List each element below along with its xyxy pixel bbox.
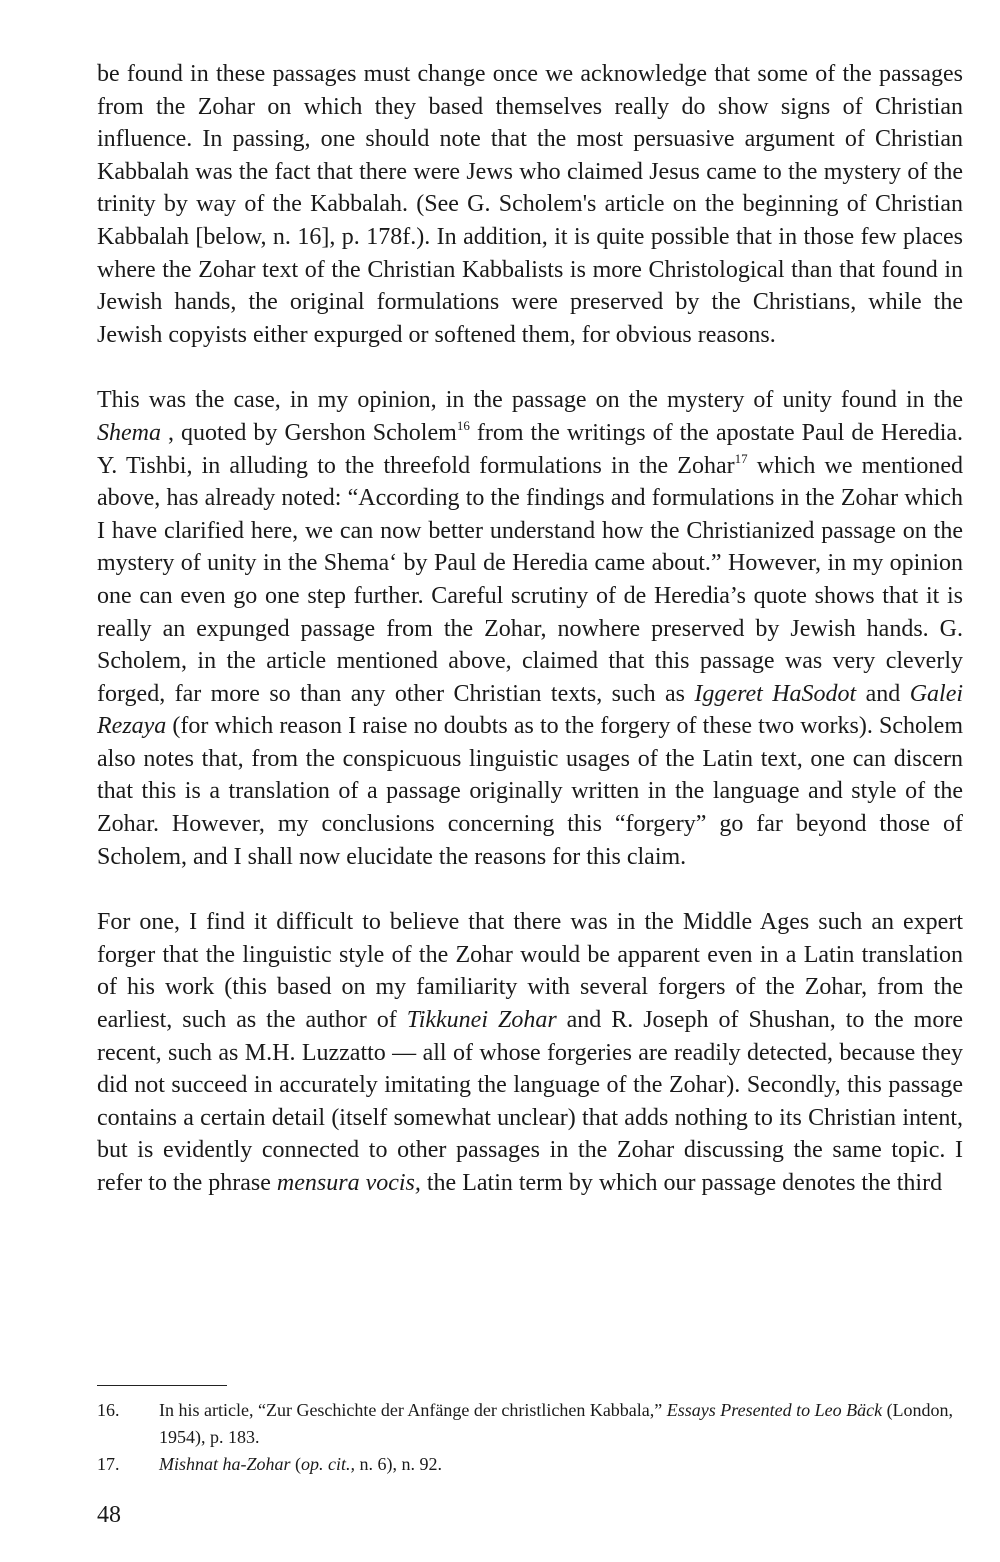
- italic-text: op. cit.,: [301, 1454, 356, 1474]
- paragraph: [97, 384, 963, 873]
- italic-text: Tikkunei Zohar: [406, 1007, 557, 1034]
- footnote-number: 16.: [97, 1400, 120, 1420]
- paragraph: [97, 906, 963, 1199]
- text-run: and: [856, 680, 910, 707]
- italic-text: Galei Rezaya: [97, 680, 964, 740]
- footnote-text: [159, 1451, 963, 1478]
- text-run: For one, I find it difficult to believe that there was in the Middle Ages such an expert forger that the linguistic style of the Zohar would be apparent even in a Latin translation of his work (this based on my familiarity with several forgers of the Zohar, from the earliest, such as the author of: [97, 909, 963, 1034]
- italic-text: Iggeret HaSodot: [694, 680, 857, 707]
- text-run: the Latin term by which our passage denotes the third: [420, 1170, 943, 1196]
- text-run: (for which reason I raise no doubts as to the forgery of these two works). Scholem also notes that, from the conspicuous linguistic usages of the Latin text, one can discern that this is a translation of a passage originally written in the language and style of the Zohar. However, my conclusions concerning this “forgery” go far beyond those of Scholem, and I shall now elucidate the reasons for this claim.: [97, 713, 963, 870]
- italic-text: Shema: [97, 419, 161, 446]
- body-text: [97, 58, 963, 1233]
- text-run: and R. Joseph of Shushan, to the more recent, such as M.H. Luzzatto — all of whose forgeries are readily detected, because they did not succeed in accurately imitating the language of the Zohar). Secondly, this passage contains a certain detail (itself somewhat unclear) that adds nothing to its Christian intent, but is evidently connected to other passages in the Zohar discussing the same topic. I refer to the phrase: [97, 1007, 963, 1196]
- footnote-number: 17.: [97, 1454, 120, 1474]
- footnote-text: [159, 1397, 963, 1451]
- footnote-reference: 16: [456, 417, 470, 433]
- italic-text: Essays Presented to Leo Bäck: [666, 1400, 883, 1420]
- text-run: In his article, “Zur Geschichte der Anfänge der christlichen Kabbala,”: [159, 1400, 667, 1420]
- italic-text: mensura vocis,: [276, 1170, 421, 1196]
- text-run: (: [290, 1454, 302, 1474]
- page-number: 48: [97, 1502, 121, 1528]
- footnote: [97, 1451, 963, 1478]
- text-run: from the writings of the apostate Paul de Heredia. Y. Tishbi, in alluding to the threefold formulations in the Zohar: [97, 419, 964, 479]
- text-run: (London, 1954), p. 183.: [159, 1400, 954, 1447]
- paragraph: [97, 58, 963, 351]
- text-run: n. 6), n. 92.: [355, 1454, 443, 1474]
- text-run: This was the case, in my opinion, in the passage on the mystery of unity found in the: [97, 387, 963, 414]
- text-run: , quoted by Gershon Scholem: [160, 419, 457, 446]
- footnotes: [97, 1397, 963, 1478]
- footnote-reference: 17: [734, 450, 748, 466]
- italic-text: Mishnat ha-Zohar: [159, 1454, 291, 1474]
- footnote-divider: [97, 1385, 227, 1386]
- text-run: which we mentioned above, has already noted: “According to the findings and formulations in the Zohar which I have clarified here, we can now better understand how the Christianized passage on the mystery of unity in the Shema‘ by Paul de Heredia came about.” However, in my opinion one can even go one step further. Careful scrutiny of de Heredia’s quote shows that it is really an expunged passage from the Zohar, nowhere preserved by Jewish hands. G. Scholem, in the article mentioned above, claimed that this passage was very cleverly forged, far more so than any other Christian texts, such as: [97, 452, 963, 707]
- footnote: [97, 1397, 963, 1451]
- text-run: be found in these passages must change once we acknowledge that some of the passages from the Zohar on which they based themselves really do show signs of Christian influence. In passing, one should note that the most persuasive argument of Christian Kabbalah was the fact that there were Jews who claimed Jesus came to the mystery of the trinity by way of the Kabbalah. (See G. Scholem's article on the beginning of Christian Kabbalah [below, n. 16], p. 178f.). In addition, it is quite possible that in those few places where the Zohar text of the Christian Kabbalists is more Christological than that found in Jewish hands, the original formulations were preserved by the Christians, while the Jewish copyists either expurged or softened them, for obvious reasons.: [97, 61, 963, 348]
